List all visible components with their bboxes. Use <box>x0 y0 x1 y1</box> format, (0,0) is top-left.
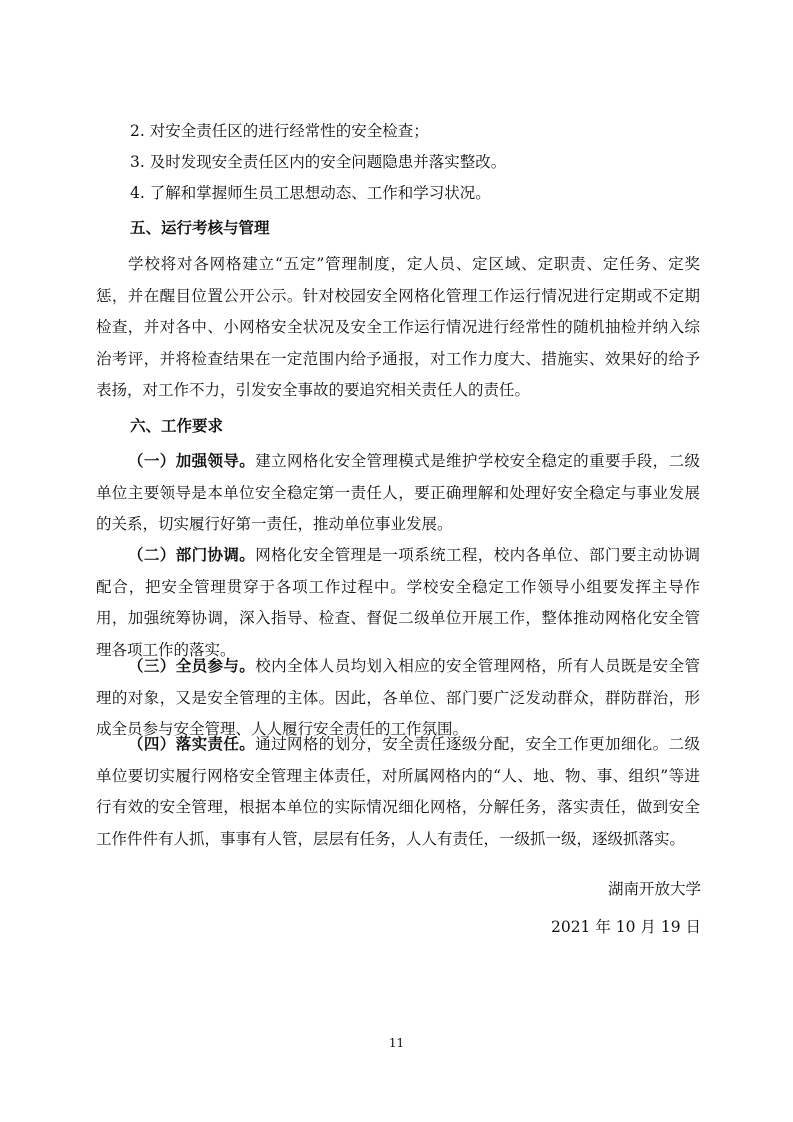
list-item-2: 2. 对安全责任区的进行经常性的安全检查； <box>130 122 429 140</box>
requirement-lead-2: （二）部门协调。 <box>128 546 256 564</box>
requirement-text-2: 网格化安全管理是一项系统工程，校内各单位、部门要主动协调配合，把安全管理贯穿于各项工作过程中。学校安全稳定工作领导小组要发挥主导作用，加强统筹协调，深入指导、检查、督促二级单位开展工作，整体推动网格化安全管理各项工作的落实。 <box>96 546 700 659</box>
requirement-text-3: 校内全体人员均划入相应的安全管理网格，所有人员既是安全管理的对象，又是安全管理的主体。因此，各单位、部门要广泛发动群众，群防群治，形成全员参与安全管理、人人履行安全责任的工作氛围。 <box>96 657 700 738</box>
requirement-lead-1: （一）加强领导。 <box>128 452 256 470</box>
requirement-lead-4: （四）落实责任。 <box>128 735 256 753</box>
section-heading-5: 五、运行考核与管理 <box>130 219 270 237</box>
section-heading-6: 六、工作要求 <box>130 417 224 435</box>
requirement-text-1: 建立网格化安全管理模式是维护学校安全稳定的重要手段，二级单位主要领导是本单位安全稳定第一责任人，要正确理解和处理好安全稳定与事业发展的关系，切实履行好第一责任，推动单位事业发展。 <box>96 452 700 533</box>
requirement-text-4: 通过网格的划分，安全责任逐级分配，安全工作更加细化。二级单位要切实履行网格安全管理主体责任，对所属网格内的“人、地、物、事、组织”等进行有效的安全管理，根据本单位的实际情况细化网格，分解任务，落实责任，做到安全工作件件有人抓，事事有人管，层层有任务，人人有责任，一级抓一级，逐级抓落实。 <box>96 735 700 848</box>
page-number: 11 <box>388 1036 405 1050</box>
list-item-3: 3. 及时发现安全责任区内的安全问题隐患并落实整改。 <box>130 153 507 171</box>
requirement-lead-3: （三）全员参与。 <box>128 657 256 675</box>
requirement-paragraph-2 <box>96 540 700 666</box>
requirement-paragraph-4 <box>96 729 700 855</box>
requirement-paragraph-1 <box>96 446 700 541</box>
signature-organization: 湖南开放大学 <box>607 880 701 898</box>
signature-date: 2021 年 10 月 19 日 <box>550 918 701 936</box>
list-item-4: 4. 了解和掌握师生员工思想动态、工作和学习状况。 <box>130 184 491 202</box>
section-5-paragraph: 学校将对各网格建立“五定”管理制度，定人员、定区域、定职责、定任务、定奖惩，并在醒目位置公开公示。针对校园安全网格化管理工作运行情况进行定期或不定期检查，并对各中、小网格安全状况及安全工作运行情况进行经常性的随机抽检并纳入综治考评，并将检查结果在一定范围内给予通报，对工作力度大、措施实、效果好的给予表扬，对工作不力，引发安全事故的要追究相关责任人的责任。 <box>96 255 700 399</box>
